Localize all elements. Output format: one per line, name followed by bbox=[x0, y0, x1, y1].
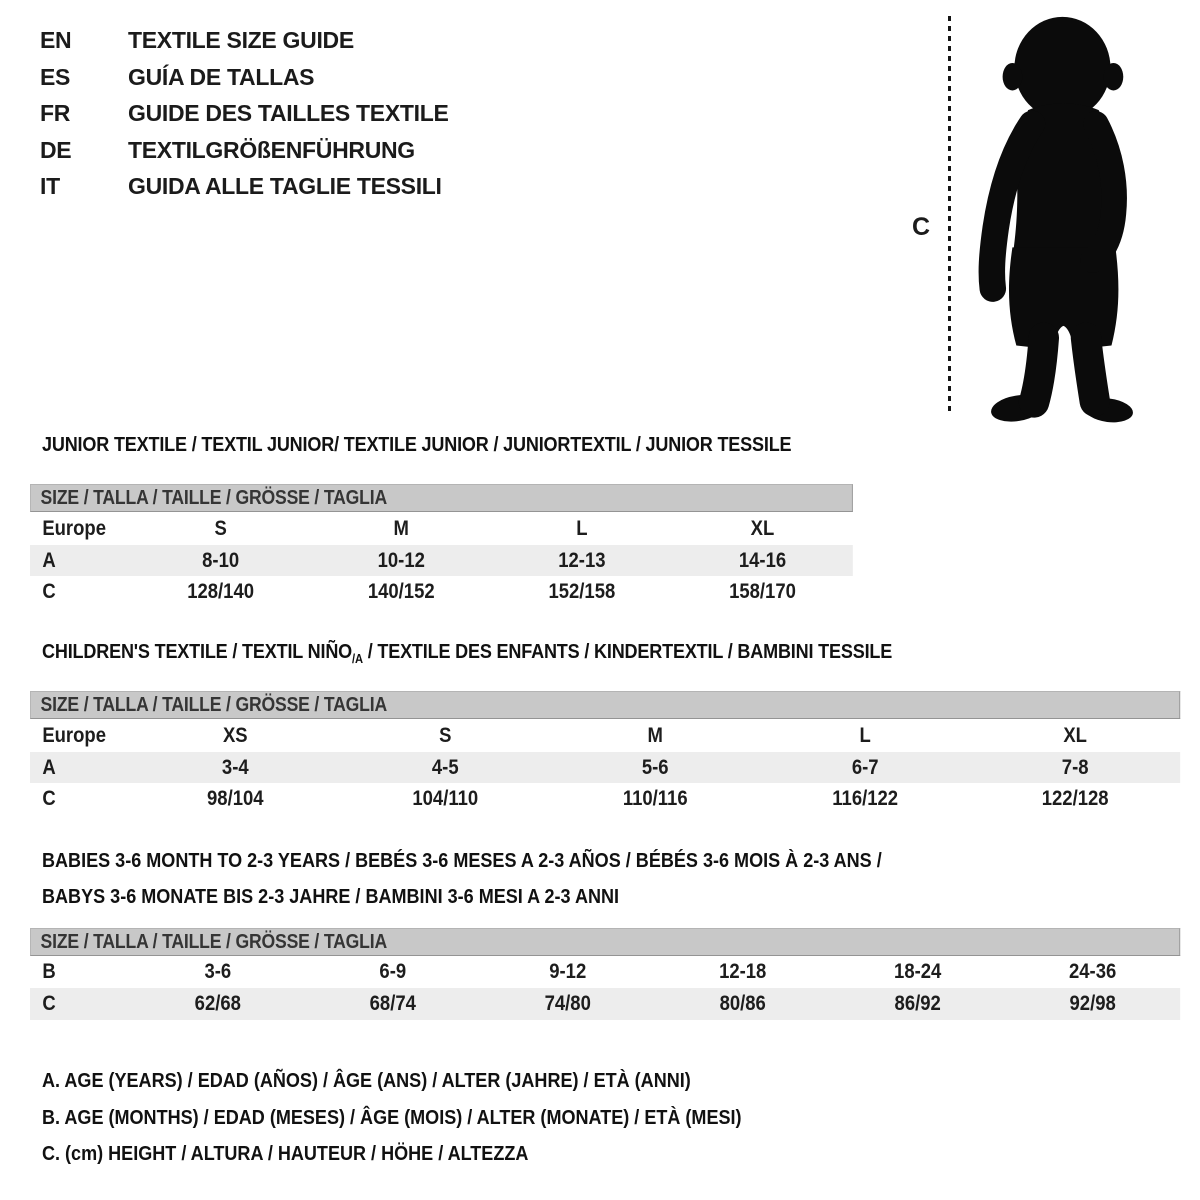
table-cell: 62/68 bbox=[194, 992, 241, 1015]
table-cell: 6-9 bbox=[379, 960, 407, 983]
row-label: C bbox=[42, 786, 56, 810]
children-title-sub: /A bbox=[352, 651, 363, 667]
babies-section-title bbox=[42, 843, 996, 915]
language-row-fr bbox=[40, 95, 449, 132]
table-cell: 5-6 bbox=[641, 755, 669, 779]
table-cell: 116/122 bbox=[832, 786, 899, 810]
babies-size-table bbox=[30, 928, 1180, 1020]
legend-line-a: A. AGE (YEARS) / EDAD (AÑOS) / ÂGE (ANS) / ALTER (JAHRE) / ETÀ (ANNI) bbox=[42, 1069, 691, 1092]
legend-line-b: B. AGE (MONTHS) / EDAD (MESES) / ÂGE (MOIS) / ALTER (MONATE) / ETÀ (MESI) bbox=[42, 1105, 742, 1129]
row-label: C bbox=[42, 579, 56, 603]
junior-section-title-text: JUNIOR TEXTILE / TEXTIL JUNIOR/ TEXTILE JUNIOR / JUNIORTEXTIL / JUNIOR TESSILE bbox=[42, 433, 792, 456]
column-header: S bbox=[214, 516, 227, 540]
table-cell: 6-7 bbox=[851, 755, 879, 779]
guide-title-fr: GUIDE DES TAILLES TEXTILE bbox=[128, 100, 449, 126]
table-cell: 158/170 bbox=[729, 579, 796, 603]
column-header: M bbox=[647, 723, 663, 747]
language-code: ES bbox=[40, 63, 71, 90]
size-header-bar bbox=[30, 484, 853, 512]
measurement-legend bbox=[42, 1063, 837, 1173]
table-cell: 122/128 bbox=[1041, 786, 1109, 810]
column-header: XL bbox=[750, 516, 775, 540]
size-header-bar bbox=[30, 691, 1180, 719]
table-cell: 74/80 bbox=[544, 992, 591, 1015]
table-row-age bbox=[30, 545, 853, 576]
height-dashed-line bbox=[948, 16, 951, 416]
language-code: DE bbox=[40, 136, 72, 163]
table-cell: 140/152 bbox=[367, 579, 435, 603]
column-header: XS bbox=[222, 723, 248, 747]
language-code: EN bbox=[40, 27, 72, 53]
table-cell: 24-36 bbox=[1069, 960, 1117, 983]
column-header-row bbox=[30, 512, 853, 545]
size-header-label: SIZE / TALLA / TAILLE / GRÖSSE / TAGLIA bbox=[40, 486, 388, 509]
language-row-de bbox=[40, 132, 449, 169]
row-label: A bbox=[42, 548, 56, 572]
table-cell: 152/158 bbox=[548, 579, 616, 603]
table-cell: 9-12 bbox=[549, 960, 587, 983]
table-cell: 3-6 bbox=[204, 960, 232, 983]
language-title-block bbox=[40, 22, 449, 205]
guide-title-it: GUIDA ALLE TAGLIE TESSILI bbox=[128, 173, 442, 199]
table-cell: 68/74 bbox=[369, 992, 416, 1015]
legend-line-c: C. (cm) HEIGHT / ALTURA / HAUTEUR / HÖHE / ALTEZZA bbox=[42, 1142, 529, 1165]
column-header: XL bbox=[1063, 723, 1087, 747]
guide-title-en: TEXTILE SIZE GUIDE bbox=[128, 27, 354, 53]
table-cell: 86/92 bbox=[894, 992, 941, 1015]
table-cell: 14-16 bbox=[738, 548, 787, 572]
babies-title-line2: BABYS 3-6 MONATE BIS 2-3 JAHRE / BAMBINI 3-6 MESI A 2-3 ANNI bbox=[42, 885, 620, 908]
table-cell: 4-5 bbox=[431, 755, 459, 779]
language-code: IT bbox=[40, 173, 60, 199]
language-row-it bbox=[40, 168, 449, 205]
children-title-suffix: / TEXTILE DES ENFANTS / KINDERTEXTIL / BAMBINI TESSILE bbox=[362, 640, 893, 663]
row-label: A bbox=[42, 755, 56, 779]
size-header-label: SIZE / TALLA / TAILLE / GRÖSSE / TAGLIA bbox=[40, 930, 388, 953]
table-cell: 92/98 bbox=[1069, 992, 1116, 1015]
table-cell: 18-24 bbox=[894, 960, 942, 983]
children-title-prefix: CHILDREN'S TEXTILE / TEXTIL NIÑO bbox=[42, 640, 353, 663]
column-header: M bbox=[393, 516, 409, 540]
column-header: S bbox=[439, 723, 452, 747]
language-row-en bbox=[40, 22, 449, 59]
height-measure-label: C bbox=[912, 213, 931, 241]
children-section-title bbox=[42, 640, 1008, 666]
table-row-age bbox=[30, 752, 1180, 783]
table-cell: 110/116 bbox=[622, 786, 688, 810]
table-cell: 98/104 bbox=[207, 786, 264, 810]
row-label: B bbox=[42, 960, 56, 983]
column-header: L bbox=[859, 723, 871, 747]
table-row-height bbox=[30, 988, 1180, 1020]
table-row-height bbox=[30, 576, 853, 607]
table-cell: 10-12 bbox=[377, 548, 425, 572]
toddler-silhouette-image bbox=[957, 12, 1162, 424]
size-header-bar bbox=[30, 928, 1180, 956]
guide-title-de: TEXTILGRÖßENFÜHRUNG bbox=[128, 136, 415, 163]
table-cell: 7-8 bbox=[1061, 755, 1089, 779]
babies-title-line1: BABIES 3-6 MONTH TO 2-3 YEARS / BEBÉS 3-6 MESES A 2-3 AÑOS / BÉBÉS 3-6 MOIS À 2-3 ANS / bbox=[42, 849, 882, 872]
region-label: Europe bbox=[42, 516, 106, 540]
table-cell: 128/140 bbox=[187, 579, 255, 603]
language-code: FR bbox=[40, 100, 71, 126]
junior-section-title bbox=[42, 433, 894, 457]
junior-size-table bbox=[30, 484, 853, 607]
row-label: C bbox=[42, 992, 56, 1015]
table-cell: 12-13 bbox=[558, 548, 606, 572]
size-header-label: SIZE / TALLA / TAILLE / GRÖSSE / TAGLIA bbox=[40, 693, 388, 716]
table-cell: 8-10 bbox=[202, 548, 240, 572]
column-header: L bbox=[576, 516, 588, 540]
guide-title-es: GUÍA DE TALLAS bbox=[128, 63, 315, 90]
table-cell: 12-18 bbox=[719, 960, 767, 983]
table-row-age-months bbox=[30, 956, 1180, 988]
table-cell: 104/110 bbox=[412, 786, 479, 810]
table-cell: 80/86 bbox=[719, 992, 766, 1015]
table-cell: 3-4 bbox=[221, 755, 249, 779]
table-row-height bbox=[30, 783, 1180, 814]
region-label: Europe bbox=[42, 723, 106, 747]
children-section-title-text bbox=[42, 640, 892, 666]
language-row-es bbox=[40, 59, 449, 96]
children-size-table bbox=[30, 691, 1180, 814]
column-header-row bbox=[30, 719, 1180, 752]
